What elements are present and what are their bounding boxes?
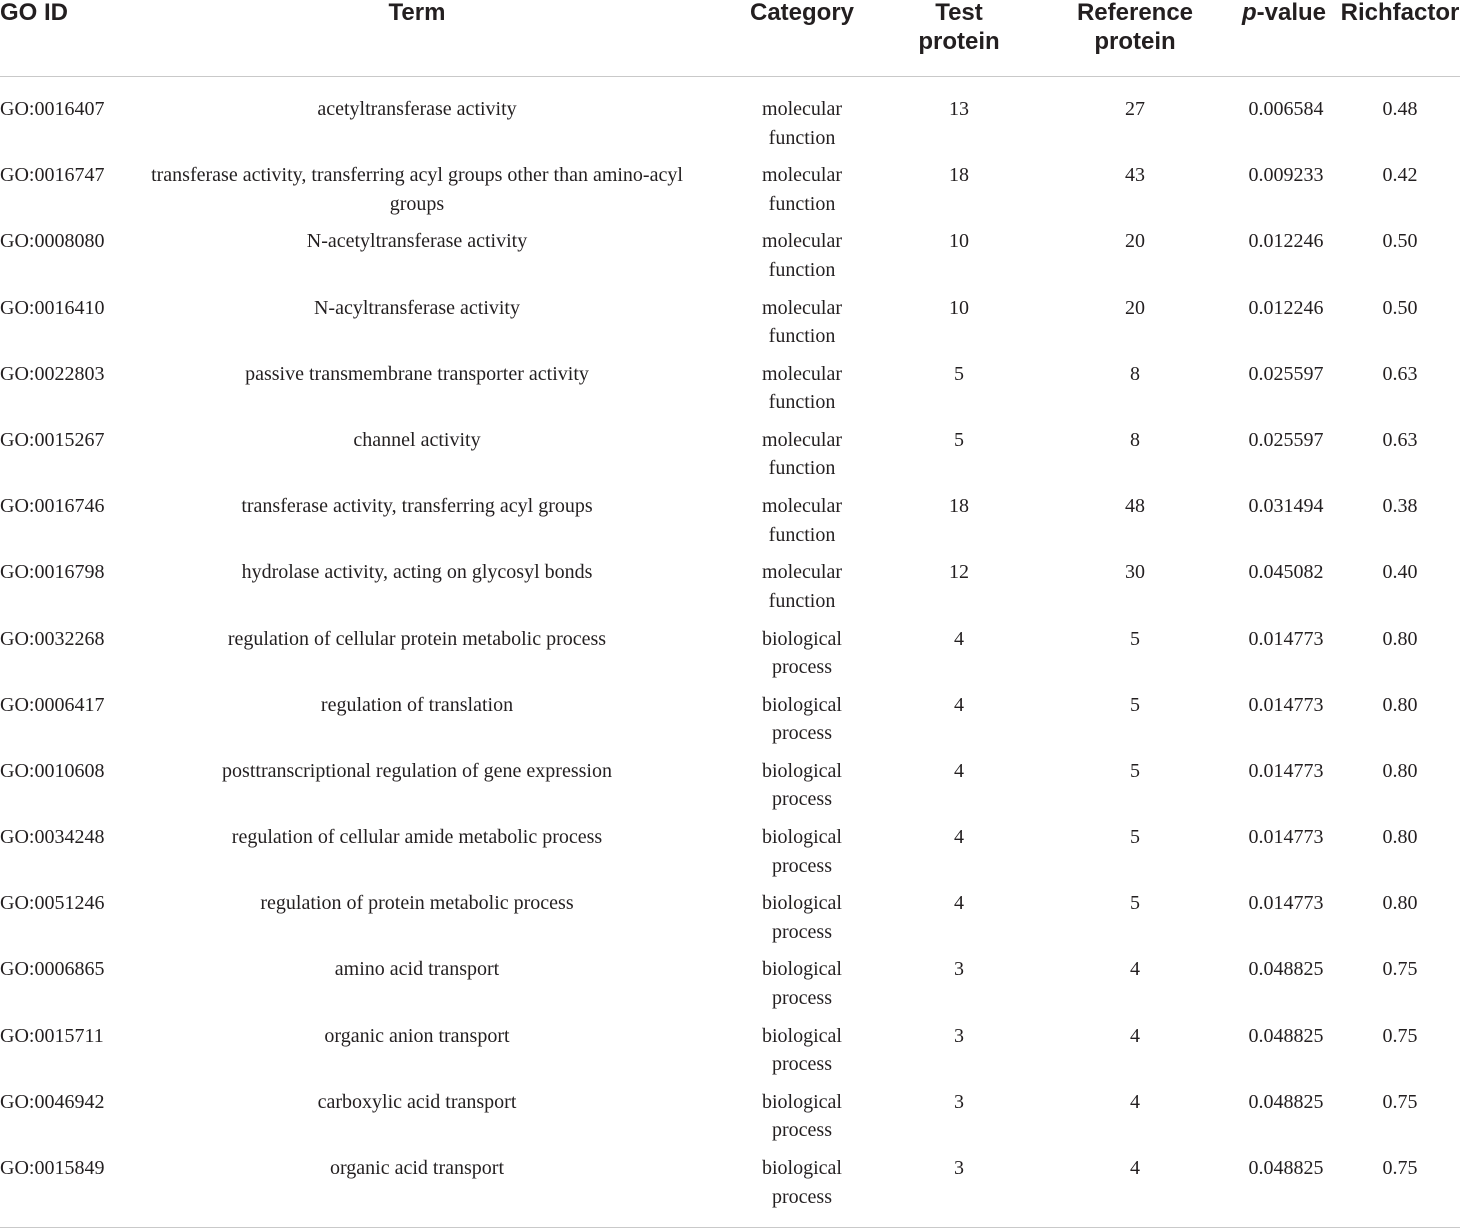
cell-test-protein: 10 <box>949 296 969 319</box>
cell-category: biological process <box>762 892 842 943</box>
cell-reference-protein: 27 <box>1125 98 1145 120</box>
cell-p-value: 0.048825 <box>1248 958 1324 981</box>
cell-test-protein: 3 <box>954 1090 964 1113</box>
cell-category: biological process <box>762 693 842 745</box>
cell-reference-protein: 8 <box>1130 362 1140 385</box>
cell-p-value: 0.012246 <box>1248 230 1324 253</box>
cell-reference-protein: 4 <box>1130 1090 1140 1113</box>
cell-category: molecular function <box>762 98 842 149</box>
cell-test-protein: 3 <box>954 958 964 981</box>
cell-p-value: 0.048825 <box>1248 1024 1324 1047</box>
cell-p-value: 0.045082 <box>1248 561 1324 584</box>
table-header <box>0 0 1460 77</box>
cell-p-value: 0.025597 <box>1248 362 1324 385</box>
cell-richfactor: 0.75 <box>1382 1157 1418 1179</box>
cell-richfactor: 0.38 <box>1382 495 1418 518</box>
cell-go-id: GO:0022803 <box>0 362 105 385</box>
cell-category: molecular function <box>762 164 842 215</box>
cell-reference-protein: 20 <box>1125 230 1145 253</box>
cell-category: molecular function <box>762 296 842 348</box>
cell-reference-protein: 4 <box>1130 958 1140 981</box>
header-p-value-rest: -value <box>1256 0 1327 26</box>
header-test-protein: Test protein <box>918 0 1000 55</box>
cell-reference-protein: 4 <box>1130 1024 1140 1047</box>
cell-reference-protein: 4 <box>1130 1157 1140 1179</box>
header-category: Category <box>749 0 855 26</box>
cell-category: biological process <box>762 826 842 877</box>
cell-test-protein: 5 <box>954 428 964 451</box>
cell-term: acetyltransferase activity <box>317 98 517 120</box>
cell-go-id: GO:0008080 <box>0 230 105 253</box>
cell-term: N-acyltransferase activity <box>313 296 520 319</box>
cell-p-value: 0.048825 <box>1248 1090 1324 1113</box>
cell-richfactor: 0.40 <box>1382 561 1418 584</box>
table-row <box>0 342 1460 414</box>
cell-test-protein: 18 <box>949 164 969 187</box>
cell-category: molecular function <box>762 428 842 480</box>
cell-reference-protein: 48 <box>1125 495 1145 518</box>
cell-term: transferase activity, transferring acyl groups <box>241 495 593 518</box>
cell-richfactor: 0.80 <box>1382 826 1418 849</box>
cell-go-id: GO:0016747 <box>0 164 105 187</box>
cell-richfactor: 0.75 <box>1382 1090 1418 1113</box>
table-body <box>0 77 1460 1208</box>
cell-term: N-acetyltransferase activity <box>306 230 528 253</box>
cell-term: channel activity <box>353 428 481 451</box>
table-row <box>0 1136 1460 1208</box>
cell-term: organic acid transport <box>329 1157 504 1179</box>
cell-category: biological process <box>762 1024 842 1076</box>
cell-richfactor: 0.50 <box>1382 230 1418 253</box>
cell-reference-protein: 30 <box>1125 561 1145 584</box>
cell-p-value: 0.014773 <box>1248 627 1324 650</box>
cell-go-id: GO:0010608 <box>0 759 105 782</box>
table-row <box>0 1070 1460 1142</box>
cell-test-protein: 4 <box>954 759 964 782</box>
table-row <box>0 937 1460 1009</box>
cell-category: molecular function <box>762 495 842 546</box>
cell-p-value: 0.014773 <box>1248 826 1324 849</box>
cell-term: regulation of protein metabolic process <box>260 892 574 915</box>
cell-richfactor: 0.63 <box>1382 428 1418 451</box>
cell-richfactor: 0.75 <box>1382 1024 1418 1047</box>
cell-p-value: 0.014773 <box>1248 693 1324 716</box>
cell-go-id: GO:0016746 <box>0 495 105 518</box>
cell-go-id: GO:0034248 <box>0 826 105 849</box>
cell-reference-protein: 5 <box>1130 826 1140 849</box>
cell-test-protein: 3 <box>954 1157 964 1179</box>
cell-test-protein: 18 <box>949 495 969 518</box>
cell-go-id: GO:0016410 <box>0 296 105 319</box>
cell-p-value: 0.014773 <box>1248 892 1324 915</box>
table-row <box>0 739 1460 811</box>
cell-p-value: 0.012246 <box>1248 296 1324 319</box>
cell-go-id: GO:0015267 <box>0 428 105 451</box>
header-p-value-italic: p <box>1241 0 1257 26</box>
table-row <box>0 143 1460 215</box>
cell-richfactor: 0.75 <box>1382 958 1418 981</box>
table-row <box>0 77 1460 149</box>
cell-category: biological process <box>762 1157 842 1208</box>
table-row <box>0 1004 1460 1076</box>
table-row <box>0 673 1460 745</box>
cell-category: biological process <box>762 958 842 1009</box>
cell-richfactor: 0.80 <box>1382 693 1418 716</box>
table-row <box>0 871 1460 943</box>
cell-test-protein: 4 <box>954 627 964 650</box>
cell-term: organic anion transport <box>324 1024 510 1047</box>
table-row <box>0 408 1460 480</box>
cell-p-value: 0.025597 <box>1248 428 1324 451</box>
cell-term: posttranscriptional regulation of gene expression <box>222 759 612 782</box>
table-row <box>0 805 1460 877</box>
cell-test-protein: 10 <box>949 230 969 253</box>
cell-category: biological process <box>762 759 842 811</box>
cell-test-protein: 4 <box>954 693 964 716</box>
cell-richfactor: 0.80 <box>1382 627 1418 650</box>
cell-category: biological process <box>762 1090 842 1142</box>
cell-richfactor: 0.48 <box>1382 98 1418 120</box>
cell-category: molecular function <box>762 230 842 281</box>
cell-category: biological process <box>762 627 842 678</box>
cell-go-id: GO:0051246 <box>0 892 105 915</box>
cell-reference-protein: 5 <box>1130 693 1140 716</box>
header-p-value <box>1236 0 1332 27</box>
cell-test-protein: 12 <box>949 561 969 584</box>
cell-test-protein: 4 <box>954 892 964 915</box>
cell-reference-protein: 5 <box>1130 759 1140 782</box>
cell-reference-protein: 5 <box>1130 892 1140 915</box>
table-bottom-rule <box>0 1227 1460 1228</box>
cell-richfactor: 0.63 <box>1382 362 1418 385</box>
cell-term: carboxylic acid transport <box>317 1090 517 1113</box>
cell-category: molecular function <box>762 561 842 612</box>
cell-reference-protein: 20 <box>1125 296 1145 319</box>
cell-test-protein: 3 <box>954 1024 964 1047</box>
cell-term: transferase activity, transferring acyl groups other than amino-acyl groups <box>151 164 683 215</box>
cell-go-id: GO:0006865 <box>0 958 105 981</box>
cell-reference-protein: 5 <box>1130 627 1140 650</box>
cell-p-value: 0.048825 <box>1248 1157 1324 1179</box>
table-row <box>0 209 1460 281</box>
cell-p-value: 0.031494 <box>1248 495 1324 518</box>
header-go-id: GO ID <box>0 0 69 26</box>
cell-go-id: GO:0032268 <box>0 627 105 650</box>
cell-go-id: GO:0015849 <box>0 1157 105 1179</box>
cell-go-id: GO:0016407 <box>0 98 105 120</box>
cell-richfactor: 0.80 <box>1382 759 1418 782</box>
cell-go-id: GO:0006417 <box>0 693 105 716</box>
header-term: Term <box>388 0 446 26</box>
table-row <box>0 540 1460 612</box>
cell-go-id: GO:0046942 <box>0 1090 105 1113</box>
cell-term: regulation of translation <box>320 693 514 716</box>
header-reference-protein: Reference protein <box>1076 0 1194 55</box>
cell-richfactor: 0.80 <box>1382 892 1418 915</box>
cell-p-value: 0.006584 <box>1248 98 1324 120</box>
cell-p-value: 0.009233 <box>1248 164 1324 187</box>
cell-p-value: 0.014773 <box>1248 759 1324 782</box>
table-row <box>0 276 1460 348</box>
cell-term: regulation of cellular protein metabolic process <box>227 627 607 650</box>
cell-reference-protein: 8 <box>1130 428 1140 451</box>
cell-go-id: GO:0016798 <box>0 561 105 584</box>
cell-term: hydrolase activity, acting on glycosyl bonds <box>241 561 593 584</box>
cell-category: molecular function <box>762 362 842 414</box>
table-row <box>0 474 1460 546</box>
cell-test-protein: 13 <box>949 98 969 120</box>
cell-reference-protein: 43 <box>1125 164 1145 187</box>
cell-term: passive transmembrane transporter activity <box>245 362 589 385</box>
cell-go-id: GO:0015711 <box>0 1024 104 1047</box>
cell-richfactor: 0.50 <box>1382 296 1418 319</box>
cell-test-protein: 4 <box>954 826 964 849</box>
header-richfactor: Richfactor <box>1340 0 1460 26</box>
cell-term: regulation of cellular amide metabolic process <box>231 826 603 849</box>
cell-richfactor: 0.42 <box>1382 164 1418 187</box>
cell-test-protein: 5 <box>954 362 964 385</box>
cell-term: amino acid transport <box>334 958 500 981</box>
table-row <box>0 607 1460 678</box>
